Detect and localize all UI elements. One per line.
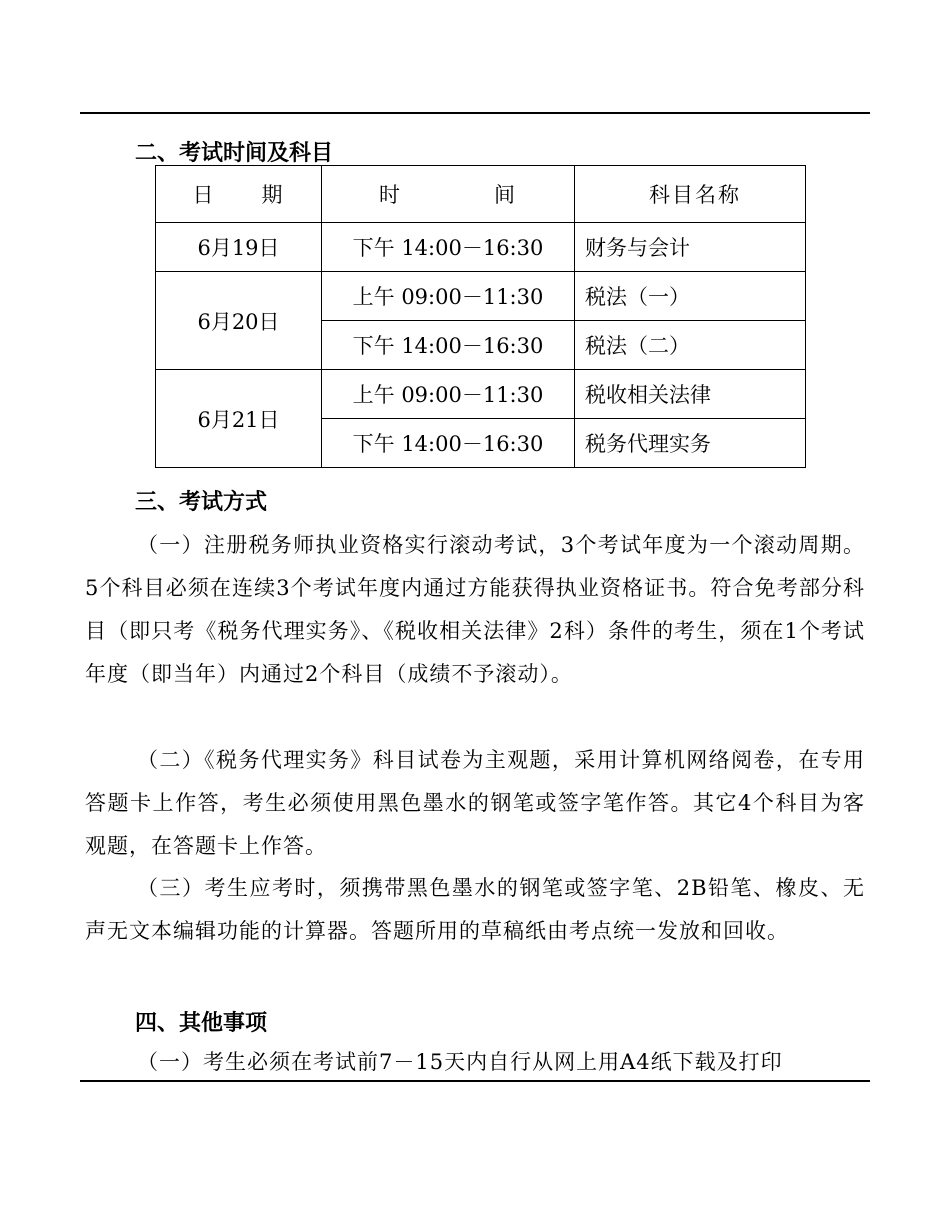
- date-cell: 6月21日: [156, 370, 322, 468]
- footer-rule: [80, 1080, 870, 1082]
- time-cell: 下午 14:00－16:30: [322, 321, 575, 370]
- subject-cell: 税收相关法律: [575, 370, 806, 419]
- section-heading-exam-schedule: 二、考试时间及科目: [135, 141, 334, 166]
- time-cell: 上午 09:00－11:30: [322, 370, 575, 419]
- time-cell: 下午 14:00－16:30: [322, 223, 575, 272]
- section-heading-exam-method: 三、考试方式: [135, 490, 268, 515]
- header-subject: 科目名称: [575, 166, 806, 223]
- paragraph-admission-ticket: （一）考生必须在考试前7－15天内自行从网上用A4纸下载及打印: [137, 1050, 783, 1074]
- header-date: 日 期: [156, 166, 322, 223]
- subject-cell: 财务与会计: [575, 223, 806, 272]
- date-cell: 6月20日: [156, 272, 322, 370]
- subject-cell: 税法（一）: [575, 272, 806, 321]
- table-row: [156, 223, 806, 272]
- time-cell: 上午 09:00－11:30: [322, 272, 575, 321]
- table-row: [156, 272, 806, 321]
- section-heading-other-matters: 四、其他事项: [135, 1011, 268, 1036]
- time-cell: 下午 14:00－16:30: [322, 419, 575, 468]
- exam-schedule-table: [155, 165, 806, 468]
- paragraph-rolling-exam: （一）注册税务师执业资格实行滚动考试，3个考试年度为一个滚动周期。5个科目必须在连续3个考试年度内通过方能获得执业资格证书。符合免考部分科目（即只考《税务代理实务》、《税收相关法律》2科）条件的考生，须在1个考试年度（即当年）内通过2个科目（成绩不予滚动）。: [85, 533, 865, 686]
- subject-cell: 税务代理实务: [575, 419, 806, 468]
- header-time: 时 间: [322, 166, 575, 223]
- header-rule: [80, 112, 870, 114]
- date-cell: 6月19日: [156, 223, 322, 272]
- subject-cell: 税法（二）: [575, 321, 806, 370]
- table-header-row: [156, 166, 806, 223]
- table-row: [156, 370, 806, 419]
- paragraph-exam-materials: （三）考生应考时，须携带黑色墨水的钢笔或签字笔、2B铅笔、橡皮、无声无文本编辑功能的计算器。答题所用的草稿纸由考点统一发放和回收。: [85, 876, 865, 943]
- paragraph-answer-card: （二）《税务代理实务》科目试卷为主观题，采用计算机网络阅卷，在专用答题卡上作答，考生必须使用黑色墨水的钢笔或签字笔作答。其它4个科目为客观题，在答题卡上作答。: [85, 748, 865, 858]
